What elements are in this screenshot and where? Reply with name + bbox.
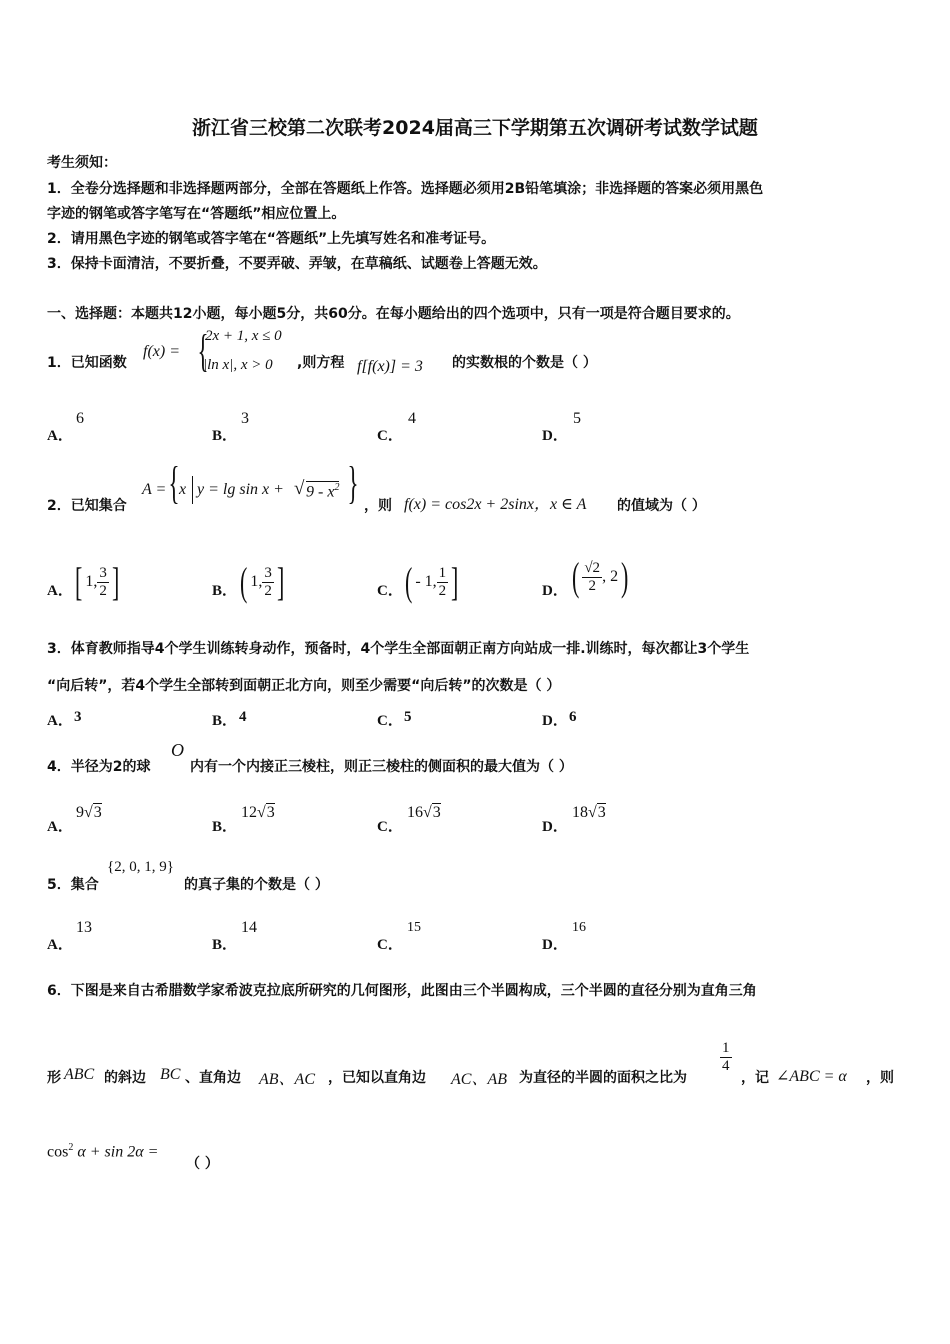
q5-option-b-label: B． — [212, 937, 238, 953]
q2-a-left: [ — [74, 559, 83, 604]
q2-radical: √ — [294, 478, 305, 499]
q4-a-rad: 3 — [93, 804, 102, 821]
q2-option-d-label: D． — [542, 583, 568, 599]
q5-option-d-value: 16 — [572, 920, 586, 935]
q2-d-den: 2 — [588, 577, 596, 594]
q2-b-frac — [262, 565, 274, 600]
q2-d-tail: , 2 — [602, 568, 619, 585]
q2-set-a: A = — [142, 481, 167, 498]
q3-option-c-value: 5 — [404, 709, 412, 725]
q4-option-d-label: D． — [542, 819, 568, 835]
q2-option-a-value — [72, 559, 122, 604]
q4-prefix: 4．半径为2的球 — [47, 759, 151, 775]
q6-text-b: 的斜边 — [104, 1070, 146, 1086]
q5-set: {2, 0, 1, 9} — [107, 859, 174, 875]
q5-option-a-value: 13 — [76, 919, 92, 936]
q2-b-num: 3 — [264, 564, 272, 581]
q6-text-e: 为直径的半圆的面积之比为 — [519, 1070, 687, 1086]
q3-option-b-value: 4 — [239, 709, 247, 725]
q1-suffix: 的实数根的个数是（ ） — [452, 355, 597, 371]
q6-text-a: 形 — [47, 1070, 61, 1086]
q3-line-1: 3．体育教师指导4个学生训练转身动作，预备时，4个学生全部面朝正南方向站成一排.训练时，每次都让3个学生 — [47, 641, 750, 657]
q1-option-c-value: 4 — [408, 410, 416, 427]
q4-option-c-label: C． — [377, 819, 403, 835]
q1-option-d-value: 5 — [573, 410, 581, 427]
q6-frac-num: 1 — [722, 1040, 730, 1056]
q3-option-d-value: 6 — [569, 709, 577, 725]
q2-option-d-value — [569, 554, 631, 599]
q5-option-c-label: C． — [377, 937, 403, 953]
q6-text-g: ，则 — [866, 1070, 894, 1086]
q2-sqrt-body — [306, 481, 339, 501]
q3-option-d-label: D． — [542, 713, 568, 729]
q2-c-den: 2 — [438, 582, 447, 599]
q2-d-right: ) — [621, 554, 629, 599]
q4-option-c-value: 16√3 — [407, 804, 441, 821]
q1-brace: { — [197, 325, 209, 376]
q6-angle: ∠ABC = α — [776, 1068, 847, 1085]
notice-line-1: 1．全卷分选择题和非选择题两部分，全部在答题纸上作答。选择题必须用2B铅笔填涂；非选择题的答案必须用黑色 — [47, 181, 764, 197]
q5-option-a-label: A． — [47, 937, 73, 953]
q2-a-frac — [97, 565, 109, 600]
q4-option-b-value: 12√3 — [241, 804, 275, 821]
q5-prefix: 5．集合 — [47, 877, 99, 893]
q1-fx: f(x) = — [143, 343, 180, 360]
q3-option-a-value: 3 — [74, 709, 82, 725]
q4-a-coef: 9 — [76, 804, 84, 821]
notice-line-2: 字迹的钢笔或答字笔写在“答题纸”相应位置上。 — [47, 206, 346, 222]
q1-case1: 2x + 1, x ≤ 0 — [205, 328, 282, 344]
q2-prefix: 2．已知集合 — [47, 498, 127, 514]
q2-d-num: √2 — [584, 559, 601, 576]
notice-line-4: 3．保持卡面清洁，不要折叠，不要弄破、弄皱，在草稿纸、试题卷上答题无效。 — [47, 256, 547, 272]
q3-option-a-label: A． — [47, 713, 73, 729]
q2-a-num: 3 — [99, 564, 107, 581]
q6-acab: AC、AB — [451, 1071, 507, 1088]
q2-d-frac — [582, 560, 602, 595]
q2-sqrt-sup: 2 — [334, 482, 340, 493]
q6-abc: ABC — [64, 1066, 95, 1083]
q4-c-rad: 3 — [432, 804, 441, 821]
notice-heading: 考生须知： — [47, 155, 117, 171]
q6-frac-den: 4 — [722, 1058, 730, 1074]
q6-cos-sup: 2 — [68, 1142, 74, 1153]
q2-c-num: 1 — [438, 564, 447, 581]
q4-d-coef: 18 — [572, 804, 588, 821]
q4-option-a-label: A． — [47, 819, 73, 835]
q6-paren: （ ） — [186, 1156, 219, 1172]
q1-case2: |ln x|, x > 0 — [203, 357, 273, 373]
notice-line-3: 2．请用黑色字迹的钢笔或答字笔在“答题纸”上先填写姓名和准考证号。 — [47, 231, 496, 247]
q2-left-brace: { — [168, 457, 180, 508]
q2-set-var: x — [179, 481, 187, 498]
q6-fraction — [720, 1040, 732, 1075]
q6-bc: BC — [160, 1066, 181, 1083]
q2-option-b-value — [237, 559, 287, 604]
q4-option-d-value: 18√3 — [572, 804, 606, 821]
q3-line-2: “向后转”，若4个学生全部转到面朝正北方向，则至少需要“向后转”的次数是（ ） — [47, 678, 561, 694]
q2-b-den: 2 — [264, 582, 272, 599]
q2-set-body: y = lg sin x + — [197, 481, 284, 498]
q1-equation: f[f(x)] = 3 — [357, 358, 423, 375]
q2-b-lead: 1, — [250, 573, 263, 590]
section-heading: 一、选择题：本题共12小题，每小题5分，共60分。在每小题给出的四个选项中，只有一项是符合题目要求的。 — [47, 306, 740, 322]
q6-expr: α + sin 2α = — [73, 1143, 159, 1161]
q5-option-c-value: 15 — [407, 920, 421, 935]
q2-function: f(x) = cos2x + 2sinx，x ∈ A — [404, 496, 587, 513]
q1-prefix: 1．已知函数 — [47, 355, 127, 371]
q4-option-b-label: B． — [212, 819, 238, 835]
q2-mid: ，则 — [364, 498, 392, 514]
q2-option-c-value — [402, 559, 461, 604]
q2-b-left: ( — [239, 559, 248, 604]
q4-b-coef: 12 — [241, 804, 257, 821]
q4-option-a-value: 9√3 — [76, 804, 102, 821]
q2-c-lead: - 1, — [415, 573, 437, 590]
q6-cos: cos — [47, 1143, 69, 1161]
q1-option-b-value: 3 — [241, 410, 249, 427]
q4-o: O — [171, 740, 184, 760]
q1-option-a-label: A． — [47, 428, 73, 444]
q2-right-brace: } — [347, 457, 359, 508]
q6-abac: AB、AC — [259, 1071, 315, 1088]
q6-text-c: 、直角边 — [185, 1070, 241, 1086]
q2-option-a-label: A． — [47, 583, 73, 599]
q2-sqrt-text: 9 - x — [306, 483, 335, 501]
q6-line-1: 6．下图是来自古希腊数学家希波克拉底所研究的几何图形，此图由三个半圆构成，三个半圆的直径分别为直角三角 — [47, 983, 757, 999]
q4-d-rad: 3 — [597, 804, 606, 821]
q6-text-f: ，记 — [741, 1070, 769, 1086]
q6-frac — [720, 1040, 732, 1075]
q1-mid: ,则方程 — [297, 355, 345, 371]
q2-a-lead: 1, — [85, 573, 98, 590]
q5-option-d-label: D． — [542, 937, 568, 953]
q2-d-left: ( — [571, 554, 580, 599]
q1-option-b-label: B． — [212, 428, 238, 444]
q4-c-coef: 16 — [407, 804, 423, 821]
q2-option-c-label: C． — [377, 583, 403, 599]
q2-a-right: ] — [111, 559, 120, 604]
q2-b-right: ] — [276, 559, 285, 604]
q5-option-b-value: 14 — [241, 919, 257, 936]
q2-c-left: ( — [404, 559, 413, 604]
q2-suffix: 的值域为（ ） — [617, 498, 706, 514]
q2-c-frac — [437, 565, 449, 600]
q4-b-rad: 3 — [266, 804, 275, 821]
q1-option-d-label: D． — [542, 428, 568, 444]
q4-suffix: 内有一个内接正三棱柱，则正三棱柱的侧面积的最大值为（ ） — [190, 759, 573, 775]
q6-expression — [47, 1142, 158, 1161]
q2-a-den: 2 — [99, 582, 107, 599]
q1-option-c-label: C． — [377, 428, 403, 444]
q2-c-right: ] — [451, 559, 459, 604]
q6-text-d: ，已知以直角边 — [328, 1070, 426, 1086]
q1-option-a-value: 6 — [76, 410, 84, 427]
q3-option-b-label: B． — [212, 713, 238, 729]
q2-set-bar — [192, 476, 193, 504]
q3-option-c-label: C． — [377, 713, 403, 729]
q2-set-expression — [167, 457, 359, 514]
q5-suffix: 的真子集的个数是（ ） — [184, 877, 329, 893]
q2-option-b-label: B． — [212, 583, 238, 599]
page-title: 浙江省三校第二次联考2024届高三下学期第五次调研考试数学试题 — [192, 117, 758, 139]
